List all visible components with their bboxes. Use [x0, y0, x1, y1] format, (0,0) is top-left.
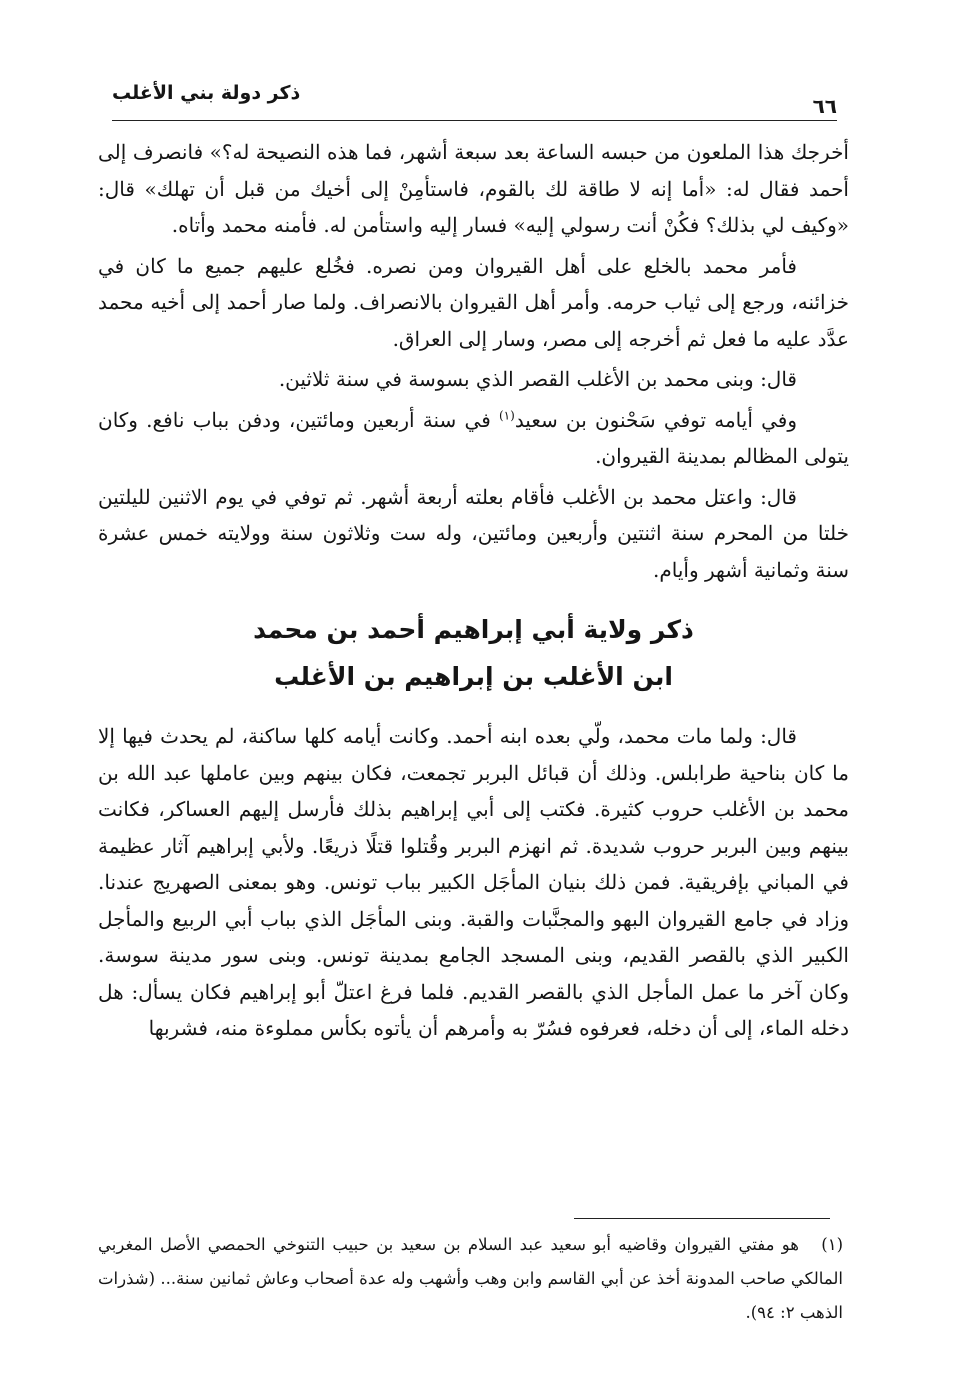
paragraph-death: قال: واعتل محمد بن الأغلب فأقام بعلته أربعة أشهر. ثم توفي في يوم الاثنين لليلتين خلتا من المحرم سنة اثنتين وأربعين ومائتين، وله ست وثلاثون سنة وولايته خمس عشرة سنة وثمانية أشهر وأيام. — [98, 484, 849, 582]
section-heading-line-1: ذكر ولاية أبي إبراهيم أحمد بن محمد — [253, 615, 694, 644]
body-text — [98, 134, 849, 1051]
footnote-divider — [574, 1218, 830, 1219]
sahnun-text-end: في سنة أربعين ومائتين، ودفن بباب نافع. وكان يتولى المظالم بمدينة القيروان. — [98, 407, 849, 468]
footnote-marker[interactable]: (١) — [498, 407, 515, 422]
section-heading — [98, 606, 849, 700]
footnote-number: (١) — [821, 1235, 843, 1254]
sahnun-text-start: وفي أيامه توفي سَحْنون بن سعيد — [514, 407, 797, 432]
running-title: ذكر دولة بني الأغلب — [112, 82, 301, 104]
paragraph-reign: قال: ولما مات محمد، ولّي بعده ابنه أحمد. وكانت أيامه كلها ساكنة، لم يحدث فيها إلا ما كان بناحية طرابلس. وذلك أن قبائل البربر تجمعت، فكان بينهم وبين عاملها عبد الله بن محمد بن الأغلب حروب كثيرة. فكتب إلى أبي إبراهيم بذلك فأرسل إليهم العساكر، فكانت بينهم وبين البربر حروب شديدة. ثم انهزم البربر وقُتلوا قتلًا ذريعًا. ولأبي إبراهيم آثار عظيمة في المباني بإفريقية. فمن ذلك بنيان المأجَل الكبير بباب تونس. وهو بمعنى الصهريج عندنا. وزاد في جامع القيروان البهو والمجنَّبات والقبة. وبنى المأجَل الذي بباب أبي الربيع والمأجل الكبير الذي بالقصر القديم، وبنى المسجد الجامع بمدينة تونس. وبنى سور مدينة سوسة. وكان آخر ما عمل المأجل الذي بالقصر القديم. فلما فرغ اعتلّ أبو إبراهيم فكان يسأل: هل دخله الماء، إلى أن دخله، فعرفوه فسُرّ به وأمرهم أن يأتوه بكأس مملوءة منه، فشربها — [98, 724, 849, 1040]
paragraph-3: قال: وبنى محمد بن الأغلب القصر الذي بسوسة في سنة ثلاثين. — [278, 367, 797, 391]
paragraph-sahnun — [98, 402, 849, 475]
paragraph-2: فأمر محمد بالخلع على أهل القيروان ومن نصره. فخُلع عليهم جميع ما كان في خزائنه، ورجع إلى ثياب حرمه. وأمر أهل القيروان بالانصراف. ولما صار أحمد إلى أخيه محمد عدَّد عليه ما فعل ثم أخرجه إلى مصر، وسار إلى العراق. — [98, 253, 849, 351]
footnote-text: هو مفتي القيروان وقاضيه أبو سعيد عبد السلام بن سعيد بن حبيب التنوخي الحمصي الأصل المغربي المالكي صاحب المدونة أخذ عن أبي القاسم وابن وهب وأشهب وله عدة أصحاب وعاش ثمانين سنة... (شذرات الذهب ٢: ٩٤). — [98, 1235, 843, 1322]
page-header — [112, 80, 837, 121]
page-number: ٦٦ — [812, 94, 837, 118]
section-heading-line-2: ابن الأغلب بن إبراهيم بن الأغلب — [274, 662, 673, 691]
footnotes — [98, 1228, 843, 1330]
paragraph-1: أخرجك هذا الملعون من حبسه الساعة بعد سبعة أشهر، فما هذه النصيحة له؟» فانصرف إلى أحمد فقال له: «أما إنه لا طاقة لك بالقوم، فاستأمِنْ إلى أخيك من قبل أن تهلك» قال: «وكيف لي بذلك؟ فكُنْ أنت رسولي إليه» فسار إليه واستأمن له. فأمنه محمد وأتاه. — [98, 140, 849, 237]
